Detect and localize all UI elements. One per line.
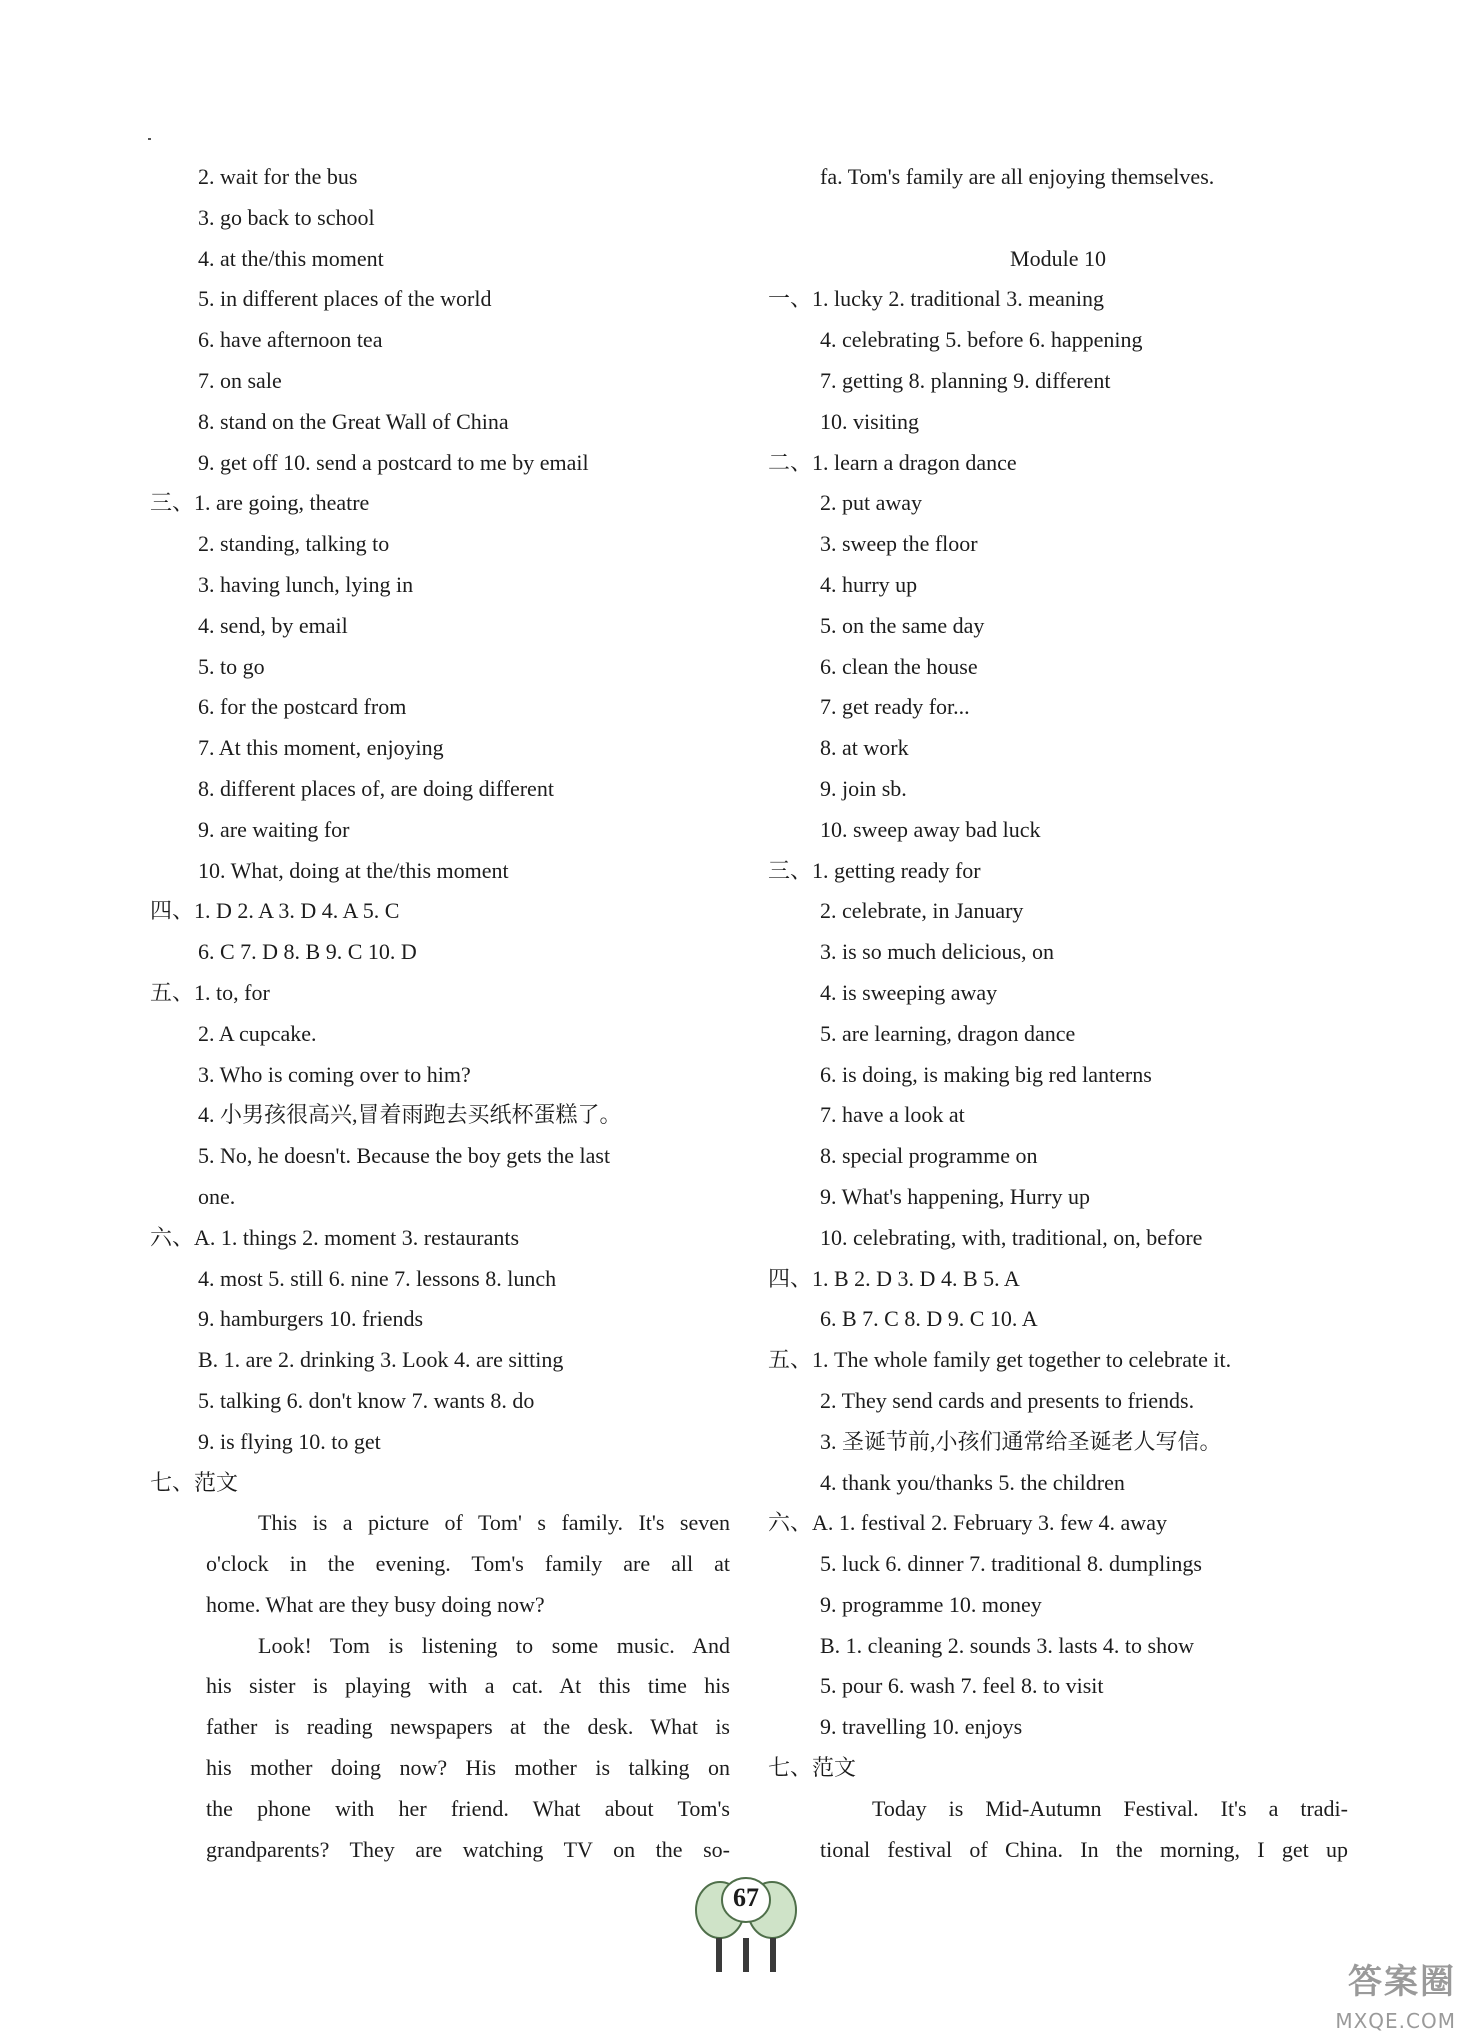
right-column-line: 2. celebrate, in January — [820, 898, 1024, 924]
right-column-line: 9. programme 10. money — [820, 1591, 1042, 1617]
right-column-line: 9. What's happening, Hurry up — [820, 1183, 1090, 1209]
left-column-line: 7. At this moment, enjoying — [198, 735, 444, 761]
left-column-line: 五、1. to, for — [150, 979, 270, 1005]
left-column-line: one. — [198, 1183, 236, 1209]
left-column-line: 3. having lunch, lying in — [198, 571, 414, 597]
left-column-line: 3. go back to school — [198, 204, 375, 230]
right-column-line: 7. get ready for... — [820, 694, 970, 720]
right-column-line: 4. is sweeping away — [820, 979, 998, 1005]
left-column-line: 6. have afternoon tea — [198, 327, 383, 353]
right-column-line: Today is Mid-Autumn Festival. It's a tradi- — [872, 1795, 1348, 1821]
right-column-line: 3. is so much delicious, on — [820, 939, 1055, 965]
right-column-line: 四、1. B 2. D 3. D 4. B 5. A — [768, 1265, 1020, 1291]
left-column-line: 5. in different places of the world — [198, 286, 492, 312]
left-column-line: 三、1. are going, theatre — [150, 490, 370, 516]
right-column-line: 9. travelling 10. enjoys — [820, 1714, 1023, 1740]
left-column — [150, 157, 730, 1870]
left-column-line: 8. different places of, are doing different — [198, 775, 554, 801]
right-column-line: 2. put away — [820, 490, 923, 516]
right-column-line: 5. are learning, dragon dance — [820, 1020, 1076, 1046]
right-column-line: 5. luck 6. dinner 7. traditional 8. dumplings — [820, 1551, 1202, 1577]
right-column-line: 6. clean the house — [820, 653, 978, 679]
left-column-line: 9. get off 10. send a postcard to me by email — [198, 449, 589, 475]
right-column-line: 6. B 7. C 8. D 9. C 10. A — [820, 1306, 1038, 1332]
right-column-line: 3. sweep the floor — [820, 531, 978, 557]
left-column-line: the phone with her friend. What about Tom's — [206, 1795, 730, 1821]
right-column-line: 4. hurry up — [820, 571, 918, 597]
left-column-line: o'clock in the evening. Tom's family are all at — [206, 1551, 730, 1577]
right-column-line: 5. pour 6. wash 7. feel 8. to visit — [820, 1673, 1104, 1699]
right-column-line: 4. celebrating 5. before 6. happening — [820, 327, 1143, 353]
left-column-line: 六、A. 1. things 2. moment 3. restaurants — [150, 1224, 520, 1250]
left-column-line: grandparents? They are watching TV on the so- — [206, 1836, 730, 1862]
left-column-line: 6. C 7. D 8. B 9. C 10. D — [198, 939, 417, 965]
left-column-line: 4. 小男孩很高兴,冒着雨跑去买纸杯蛋糕了。 — [198, 1102, 622, 1128]
right-column-line: 2. They send cards and presents to friends. — [820, 1387, 1195, 1413]
right-column — [768, 157, 1348, 1870]
left-column-line: 5. No, he doesn't. Because the boy gets the last — [198, 1143, 611, 1169]
right-column-line: 6. is doing, is making big red lanterns — [820, 1061, 1152, 1087]
watermark — [1246, 1958, 1456, 2040]
right-column-line: Module 10 — [1010, 245, 1106, 271]
scan-mark — [148, 138, 151, 140]
right-column-line: 七、范文 — [768, 1755, 857, 1781]
right-column-line: 五、1. The whole family get together to celebrate it. — [768, 1347, 1232, 1373]
right-column-line: 10. visiting — [820, 408, 920, 434]
right-column-line: 7. getting 8. planning 9. different — [820, 367, 1111, 393]
left-column-line: 9. are waiting for — [198, 816, 350, 842]
right-column-line: 10. celebrating, with, traditional, on, before — [820, 1224, 1203, 1250]
right-column-line — [768, 198, 1348, 239]
right-column-line: 一、1. lucky 2. traditional 3. meaning — [768, 286, 1105, 312]
left-column-line: 8. stand on the Great Wall of China — [198, 408, 509, 434]
right-column-line: 4. thank you/thanks 5. the children — [820, 1469, 1125, 1495]
left-column-line: 2. wait for the bus — [198, 164, 358, 189]
right-column-line: fa. Tom's family are all enjoying themselves. — [820, 164, 1215, 189]
left-column-line: 4. send, by email — [198, 612, 348, 638]
right-column-line: 二、1. learn a dragon dance — [768, 449, 1017, 475]
left-column-line: father is reading newspapers at the desk. What is — [206, 1714, 730, 1740]
right-column-line: 8. special programme on — [820, 1143, 1038, 1169]
left-column-line: 10. What, doing at the/this moment — [198, 857, 509, 883]
left-column-line: This is a picture of Tom' s family. It's seven — [258, 1510, 730, 1536]
left-column-line: 9. hamburgers 10. friends — [198, 1306, 424, 1332]
right-column-line: B. 1. cleaning 2. sounds 3. lasts 4. to show — [820, 1632, 1194, 1658]
left-column-line: Look! Tom is listening to some music. And — [258, 1632, 730, 1658]
left-column-line: 6. for the postcard from — [198, 694, 407, 720]
left-column-line: 2. standing, talking to — [198, 531, 390, 557]
right-column-line: 10. sweep away bad luck — [820, 816, 1041, 842]
left-column-line: 7. on sale — [198, 367, 282, 393]
right-column-line: tional festival of China. In the morning, I get up — [820, 1836, 1348, 1862]
page-number: 67 — [733, 1883, 759, 1912]
left-column-line: his sister is playing with a cat. At this time his — [206, 1673, 730, 1699]
left-column-line: 2. A cupcake. — [198, 1020, 317, 1046]
right-column-line: 六、A. 1. festival 2. February 3. few 4. away — [768, 1510, 1167, 1536]
right-column-line: 7. have a look at — [820, 1102, 965, 1128]
right-column-line: 三、1. getting ready for — [768, 857, 981, 883]
watermark-logo: 答案圈 — [1348, 1962, 1456, 2002]
left-column-line: 四、1. D 2. A 3. D 4. A 5. C — [150, 898, 400, 924]
right-column-line: 8. at work — [820, 735, 909, 761]
right-column-line: 9. join sb. — [820, 775, 907, 801]
right-column-line: 5. on the same day — [820, 612, 985, 638]
left-column-line: 9. is flying 10. to get — [198, 1428, 381, 1454]
left-column-line: 4. at the/this moment — [198, 245, 384, 271]
watermark-url: MXQE.COM — [1335, 2009, 1456, 2033]
left-column-line: 5. to go — [198, 653, 265, 679]
left-column-line: his mother doing now? His mother is talking on — [206, 1755, 730, 1781]
left-column-line: 4. most 5. still 6. nine 7. lessons 8. lunch — [198, 1265, 557, 1291]
left-column-line: B. 1. are 2. drinking 3. Look 4. are sitting — [198, 1347, 564, 1373]
left-column-line: home. What are they busy doing now? — [206, 1591, 545, 1617]
left-column-line: 七、范文 — [150, 1469, 239, 1495]
left-column-line: 5. talking 6. don't know 7. wants 8. do — [198, 1387, 535, 1413]
left-column-line: 3. Who is coming over to him? — [198, 1061, 471, 1087]
right-column-line: 3. 圣诞节前,小孩们通常给圣诞老人写信。 — [820, 1428, 1222, 1454]
